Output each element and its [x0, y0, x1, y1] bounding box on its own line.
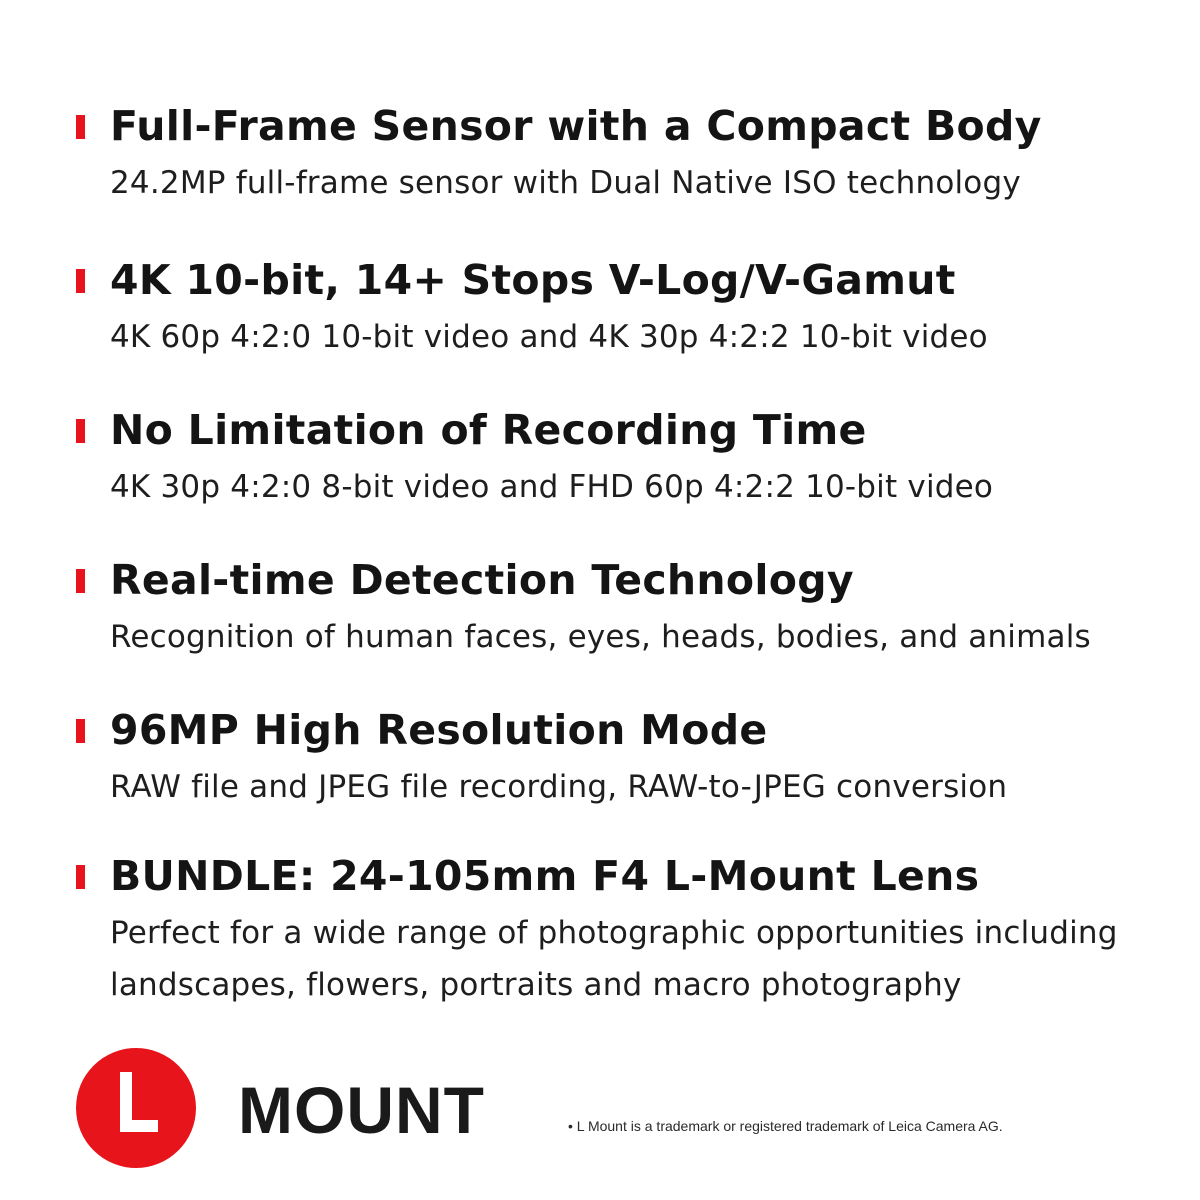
logo-red-circle	[76, 1048, 196, 1168]
feature-description: 4K 30p 4:2:0 8-bit video and FHD 60p 4:2:2 10-bit video	[110, 469, 994, 505]
feature-description: 4K 60p 4:2:0 10-bit video and 4K 30p 4:2:2 10-bit video	[110, 319, 988, 355]
red-bullet-marker	[76, 569, 85, 593]
feature-title: BUNDLE: 24-105mm F4 L-Mount Lens	[110, 852, 980, 900]
feature-title: 4K 10-bit, 14+ Stops V-Log/V-Gamut	[110, 256, 956, 304]
logo-l-horizontal-stroke	[120, 1120, 158, 1132]
red-bullet-marker	[76, 269, 85, 293]
feature-title: Full-Frame Sensor with a Compact Body	[110, 102, 1042, 150]
trademark-note: • L Mount is a trademark or registered trademark of Leica Camera AG.	[568, 1118, 1003, 1134]
red-bullet-marker	[76, 115, 85, 139]
feature-description: 24.2MP full-frame sensor with Dual Native ISO technology	[110, 165, 1021, 201]
red-bullet-marker	[76, 419, 85, 443]
feature-title: 96MP High Resolution Mode	[110, 706, 768, 754]
red-bullet-marker	[76, 719, 85, 743]
feature-title: No Limitation of Recording Time	[110, 406, 867, 454]
l-mount-logo-icon	[76, 1048, 196, 1168]
feature-description: RAW file and JPEG file recording, RAW-to-JPEG conversion	[110, 769, 1008, 805]
feature-title: Real-time Detection Technology	[110, 556, 854, 604]
logo-mount-text: MOUNT	[238, 1073, 485, 1147]
red-bullet-marker	[76, 865, 85, 889]
feature-description-line-1: Perfect for a wide range of photographic opportunities including	[110, 915, 1118, 951]
feature-description-line-2: landscapes, flowers, portraits and macro photography	[110, 967, 962, 1003]
feature-description: Recognition of human faces, eyes, heads, bodies, and animals	[110, 619, 1091, 655]
